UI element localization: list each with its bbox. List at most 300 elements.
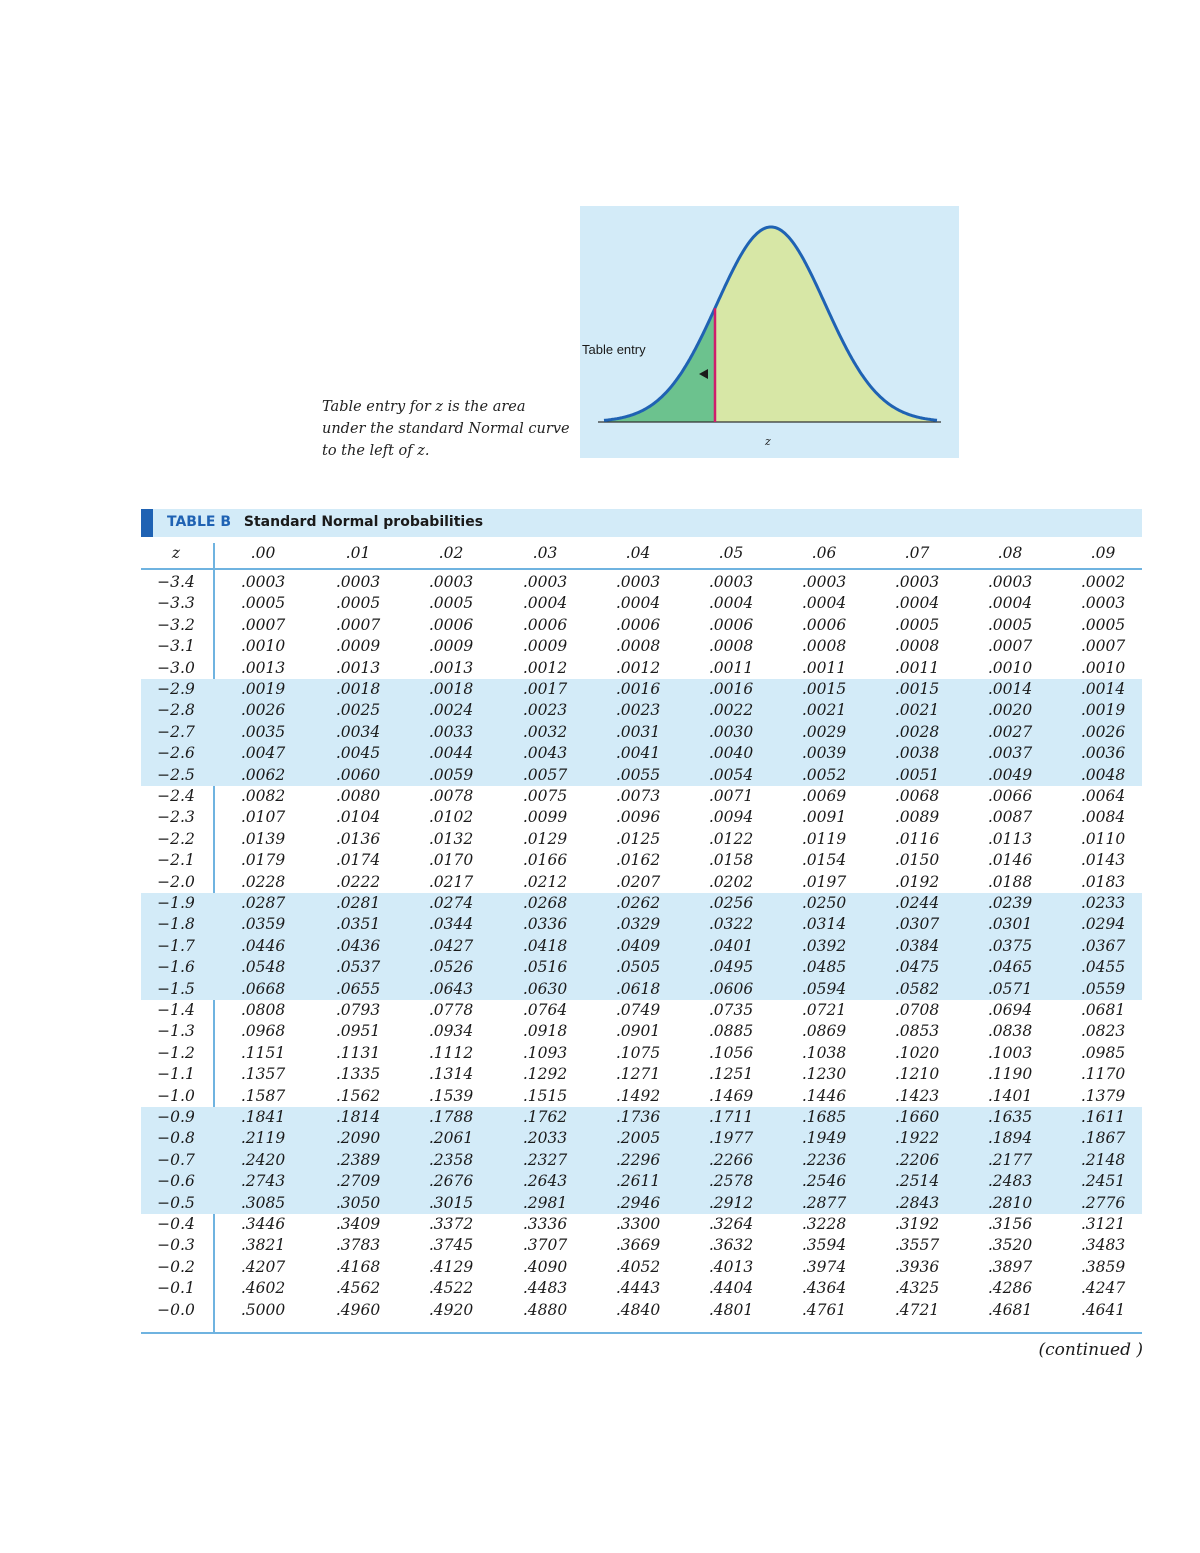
probability-cell: .0158 [708, 851, 754, 870]
probability-cell: .1020 [894, 1043, 940, 1062]
table-row [141, 957, 1142, 978]
probability-cell: .3300 [615, 1215, 661, 1233]
probability-cell: .2119 [240, 1129, 286, 1148]
probability-cell: .1423 [894, 1086, 940, 1105]
probability-cell: .2483 [987, 1172, 1033, 1191]
right-area [715, 227, 937, 422]
probability-cell: .0188 [987, 872, 1033, 891]
table-entry-label: Table entry [582, 342, 646, 357]
probability-cell: .2005 [615, 1129, 661, 1148]
probability-cell: .0003 [615, 573, 661, 591]
probability-cell: .1867 [1080, 1129, 1126, 1148]
probability-cell: .0091 [801, 808, 847, 827]
probability-cell: .3821 [240, 1236, 286, 1255]
probability-cell: .0040 [708, 744, 754, 763]
probability-cell: .0217 [428, 872, 474, 891]
probability-cell: .4168 [335, 1257, 381, 1276]
probability-cell: .0823 [1080, 1022, 1126, 1041]
probability-cell: .0023 [615, 701, 661, 720]
probability-cell: .1977 [708, 1129, 754, 1148]
z-axis-label: z [765, 435, 771, 448]
probability-cell: .0793 [335, 1001, 381, 1019]
standard-normal-table [141, 509, 1142, 1321]
probability-cell: .4483 [522, 1279, 568, 1298]
probability-cell: .0281 [335, 894, 381, 912]
probability-cell: .1949 [801, 1129, 847, 1148]
probability-cell: .3594 [801, 1236, 847, 1255]
probability-cell: .3520 [987, 1236, 1033, 1255]
table-header-row [141, 539, 1142, 569]
probability-cell: .0322 [708, 915, 754, 934]
probability-cell: .2236 [801, 1150, 847, 1169]
table-row [141, 1171, 1142, 1192]
probability-cell: .0143 [1080, 851, 1126, 870]
table-title [167, 514, 483, 530]
probability-cell: .1469 [708, 1086, 754, 1105]
column-header: .05 [718, 544, 744, 562]
z-value: −1.1 [157, 1065, 195, 1084]
probability-cell: .0122 [708, 829, 754, 848]
probability-cell: .0089 [894, 808, 940, 827]
column-header: .08 [997, 544, 1023, 562]
probability-cell: .0007 [987, 637, 1033, 656]
probability-cell: .0735 [708, 1001, 754, 1019]
probability-cell: .4562 [335, 1279, 381, 1298]
probability-cell: .3372 [428, 1215, 474, 1233]
table-row [141, 700, 1142, 721]
figure-caption: Table entry for z is the area under the standard Normal curve to the left of z. [322, 399, 570, 459]
probability-cell: .0007 [1080, 637, 1126, 656]
probability-cell: .0104 [335, 808, 381, 827]
probability-cell: .0010 [987, 658, 1033, 677]
normal-curve-figure [580, 206, 959, 458]
table-row [141, 636, 1142, 657]
table-title-bar [141, 509, 1142, 537]
probability-cell: .1587 [240, 1086, 286, 1105]
probability-cell: .0274 [428, 894, 474, 912]
table-bottom-rule [141, 1332, 1142, 1334]
probability-cell: .1038 [801, 1043, 847, 1062]
probability-cell: .1841 [240, 1108, 286, 1126]
table-row [141, 1278, 1142, 1299]
probability-cell: .0011 [708, 658, 754, 677]
row-group [141, 1107, 1142, 1214]
probability-cell: .0087 [987, 808, 1033, 827]
probability-cell: .0043 [522, 744, 568, 763]
probability-cell: .0256 [708, 894, 754, 912]
table-row [141, 1214, 1142, 1235]
probability-cell: .0537 [335, 958, 381, 977]
probability-cell: .0207 [615, 872, 661, 891]
probability-cell: .0005 [335, 594, 381, 613]
probability-cell: .1210 [894, 1065, 940, 1084]
probability-cell: .0119 [801, 829, 847, 848]
probability-cell: .0202 [708, 872, 754, 891]
probability-cell: .1401 [987, 1086, 1033, 1105]
z-value: −0.8 [157, 1129, 195, 1148]
probability-cell: .0028 [894, 722, 940, 741]
probability-cell: .0014 [987, 680, 1033, 698]
table-row [141, 914, 1142, 935]
probability-cell: .0618 [615, 979, 661, 998]
probability-cell: .0107 [240, 808, 286, 827]
probability-cell: .1660 [894, 1108, 940, 1126]
probability-cell: .0014 [1080, 680, 1126, 698]
column-header: .02 [438, 544, 464, 562]
probability-cell: .2177 [987, 1150, 1033, 1169]
probability-cell: .0571 [987, 979, 1033, 998]
probability-cell: .0643 [428, 979, 474, 998]
probability-cell: .0006 [801, 615, 847, 634]
probability-cell: .0010 [240, 637, 286, 656]
probability-cell: .0051 [894, 765, 940, 784]
probability-cell: .4090 [522, 1257, 568, 1276]
table-body [141, 572, 1142, 1321]
probability-cell: .0034 [335, 722, 381, 741]
probability-cell: .2776 [1080, 1193, 1126, 1212]
probability-cell: .1093 [522, 1043, 568, 1062]
header-rule [141, 568, 1142, 570]
probability-cell: .0150 [894, 851, 940, 870]
probability-cell: .1515 [522, 1086, 568, 1105]
probability-cell: .3121 [1080, 1215, 1126, 1233]
column-header: .09 [1090, 544, 1116, 562]
probability-cell: .0409 [615, 936, 661, 955]
probability-cell: .3156 [987, 1215, 1033, 1233]
probability-cell: .0446 [240, 936, 286, 955]
probability-cell: .2420 [240, 1150, 286, 1169]
probability-cell: .0012 [615, 658, 661, 677]
probability-cell: .0262 [615, 894, 661, 912]
table-row [141, 743, 1142, 764]
z-value: −0.1 [157, 1279, 195, 1298]
z-value: −0.9 [157, 1108, 195, 1126]
table-row [141, 1128, 1142, 1149]
probability-cell: .0073 [615, 787, 661, 805]
table-row [141, 572, 1142, 593]
probability-cell: .0037 [987, 744, 1033, 763]
probability-cell: .0129 [522, 829, 568, 848]
probability-cell: .0375 [987, 936, 1033, 955]
probability-cell: .0170 [428, 851, 474, 870]
probability-cell: .1814 [335, 1108, 381, 1126]
probability-cell: .0006 [428, 615, 474, 634]
z-value: −1.4 [157, 1001, 195, 1019]
probability-cell: .0606 [708, 979, 754, 998]
probability-cell: .0041 [615, 744, 661, 763]
probability-cell: .4761 [801, 1300, 847, 1319]
probability-cell: .0054 [708, 765, 754, 784]
table-row [141, 1064, 1142, 1085]
probability-cell: .1056 [708, 1043, 754, 1062]
probability-cell: .4840 [615, 1300, 661, 1319]
probability-cell: .2877 [801, 1193, 847, 1212]
probability-cell: .0526 [428, 958, 474, 977]
probability-cell: .0026 [1080, 722, 1126, 741]
probability-cell: .0018 [335, 680, 381, 698]
z-value: −0.4 [157, 1215, 195, 1233]
probability-cell: .0082 [240, 787, 286, 805]
probability-cell: .0116 [894, 829, 940, 848]
probability-cell: .0069 [801, 787, 847, 805]
probability-cell: .0250 [801, 894, 847, 912]
probability-cell: .0630 [522, 979, 568, 998]
probability-cell: .1492 [615, 1086, 661, 1105]
probability-cell: .0003 [708, 573, 754, 591]
probability-cell: .3336 [522, 1215, 568, 1233]
probability-cell: .0294 [1080, 915, 1126, 934]
probability-cell: .0015 [801, 680, 847, 698]
z-column-header: z [171, 544, 181, 562]
probability-cell: .0049 [987, 765, 1033, 784]
probability-cell: .4960 [335, 1300, 381, 1319]
probability-cell: .0885 [708, 1022, 754, 1041]
probability-cell: .0096 [615, 808, 661, 827]
probability-cell: .0808 [240, 1001, 286, 1019]
probability-cell: .0004 [987, 594, 1033, 613]
probability-cell: .0154 [801, 851, 847, 870]
probability-cell: .5000 [240, 1300, 286, 1319]
probability-cell: .4602 [240, 1279, 286, 1298]
probability-cell: .3974 [801, 1257, 847, 1276]
z-value: −3.3 [157, 594, 195, 613]
probability-cell: .0344 [428, 915, 474, 934]
probability-cell: .0384 [894, 936, 940, 955]
z-value: −2.6 [157, 744, 195, 763]
probability-cell: .3409 [335, 1215, 381, 1233]
probability-cell: .1151 [240, 1043, 286, 1062]
probability-cell: .0008 [801, 637, 847, 656]
probability-cell: .0287 [240, 894, 286, 912]
probability-cell: .0005 [987, 615, 1033, 634]
z-value: −1.2 [157, 1043, 195, 1062]
probability-cell: .1190 [987, 1065, 1033, 1084]
probability-cell: .0032 [522, 722, 568, 741]
column-header: .00 [250, 544, 276, 562]
normal-curve-svg [580, 206, 959, 458]
table-row [141, 679, 1142, 700]
probability-cell: .0222 [335, 872, 381, 891]
probability-cell: .0068 [894, 787, 940, 805]
probability-cell: .0901 [615, 1022, 661, 1041]
left-tail-area [604, 308, 715, 422]
probability-cell: .2358 [428, 1150, 474, 1169]
z-value: −0.6 [157, 1172, 195, 1191]
probability-cell: .0505 [615, 958, 661, 977]
probability-cell: .0024 [428, 701, 474, 720]
table-row [141, 765, 1142, 786]
probability-cell: .1562 [335, 1086, 381, 1105]
probability-cell: .0099 [522, 808, 568, 827]
probability-cell: .1446 [801, 1086, 847, 1105]
probability-cell: .1379 [1080, 1086, 1126, 1105]
probability-cell: .2676 [428, 1172, 474, 1191]
probability-cell: .0038 [894, 744, 940, 763]
probability-cell: .2327 [522, 1150, 568, 1169]
probability-cell: .0721 [801, 1001, 847, 1019]
table-row [141, 893, 1142, 914]
probability-cell: .0012 [522, 658, 568, 677]
probability-cell: .0094 [708, 808, 754, 827]
probability-cell: .0059 [428, 765, 474, 784]
probability-cell: .4052 [615, 1257, 661, 1276]
probability-cell: .0197 [801, 872, 847, 891]
probability-cell: .2743 [240, 1172, 286, 1191]
probability-cell: .2451 [1080, 1172, 1126, 1191]
probability-cell: .0021 [894, 701, 940, 720]
probability-cell: .1230 [801, 1065, 847, 1084]
probability-cell: .0003 [987, 573, 1033, 591]
probability-cell: .0007 [335, 615, 381, 634]
probability-cell: .0392 [801, 936, 847, 955]
probability-cell: .1251 [708, 1065, 754, 1084]
probability-cell: .4443 [615, 1279, 661, 1298]
z-value: −1.7 [157, 936, 195, 955]
probability-cell: .0559 [1080, 979, 1126, 998]
row-group [141, 786, 1142, 893]
z-value: −1.3 [157, 1022, 195, 1041]
probability-cell: .0045 [335, 744, 381, 763]
probability-cell: .0934 [428, 1022, 474, 1041]
z-value: −3.0 [157, 658, 195, 677]
probability-cell: .1314 [428, 1065, 474, 1084]
probability-cell: .0004 [801, 594, 847, 613]
probability-cell: .0016 [615, 680, 661, 698]
probability-cell: .0183 [1080, 872, 1126, 891]
probability-cell: .0132 [428, 829, 474, 848]
probability-cell: .0749 [615, 1001, 661, 1019]
probability-cell: .2061 [428, 1129, 474, 1148]
probability-cell: .0314 [801, 915, 847, 934]
probability-cell: .0066 [987, 787, 1033, 805]
table-row [141, 850, 1142, 871]
probability-cell: .0174 [335, 851, 381, 870]
probability-cell: .3264 [708, 1215, 754, 1233]
probability-cell: .0018 [428, 680, 474, 698]
probability-cell: .3707 [522, 1236, 568, 1255]
table-row [141, 722, 1142, 743]
probability-cell: .0694 [987, 1001, 1033, 1019]
probability-cell: .2843 [894, 1193, 940, 1212]
probability-cell: .0003 [801, 573, 847, 591]
probability-cell: .0009 [428, 637, 474, 656]
probability-cell: .2578 [708, 1172, 754, 1191]
probability-cell: .0427 [428, 936, 474, 955]
probability-cell: .0052 [801, 765, 847, 784]
probability-cell: .4325 [894, 1279, 940, 1298]
probability-cell: .0212 [522, 872, 568, 891]
table-row [141, 979, 1142, 1000]
probability-cell: .0136 [335, 829, 381, 848]
probability-cell: .0025 [335, 701, 381, 720]
probability-cell: .0003 [894, 573, 940, 591]
probability-cell: .0008 [708, 637, 754, 656]
probability-cell: .0071 [708, 787, 754, 805]
probability-cell: .0465 [987, 958, 1033, 977]
probability-cell: .2546 [801, 1172, 847, 1191]
probability-cell: .0016 [708, 680, 754, 698]
probability-cell: .0009 [335, 637, 381, 656]
probability-cell: .1922 [894, 1129, 940, 1148]
z-value: −2.5 [157, 765, 195, 784]
table-row [141, 1021, 1142, 1042]
probability-cell: .1736 [615, 1108, 661, 1126]
table-row [141, 1086, 1142, 1107]
title-accent-bar [141, 509, 153, 537]
probability-cell: .0033 [428, 722, 474, 741]
probability-cell: .0062 [240, 765, 286, 784]
probability-cell: .1711 [708, 1108, 754, 1126]
z-value: −3.4 [157, 573, 195, 591]
probability-cell: .1357 [240, 1065, 286, 1084]
probability-cell: .0708 [894, 1001, 940, 1019]
probability-cell: .0853 [894, 1022, 940, 1041]
z-value: −1.8 [157, 915, 195, 934]
probability-cell: .2981 [522, 1193, 568, 1212]
z-value: −2.7 [157, 722, 195, 741]
probability-cell: .4129 [428, 1257, 474, 1276]
probability-cell: .3192 [894, 1215, 940, 1233]
column-header: .03 [532, 544, 558, 562]
probability-cell: .3783 [335, 1236, 381, 1255]
probability-cell: .3085 [240, 1193, 286, 1212]
column-header: .04 [625, 544, 651, 562]
probability-cell: .0004 [522, 594, 568, 613]
table-row [141, 807, 1142, 828]
probability-cell: .0013 [240, 658, 286, 677]
probability-cell: .1894 [987, 1129, 1033, 1148]
probability-cell: .0036 [1080, 744, 1126, 763]
probability-cell: .3557 [894, 1236, 940, 1255]
probability-cell: .2946 [615, 1193, 661, 1212]
probability-cell: .4364 [801, 1279, 847, 1298]
probability-cell: .0006 [522, 615, 568, 634]
z-value: −2.0 [157, 872, 195, 891]
probability-cell: .0026 [240, 701, 286, 720]
probability-cell: .0005 [428, 594, 474, 613]
table-row [141, 1300, 1142, 1321]
probability-cell: .2148 [1080, 1150, 1126, 1169]
probability-cell: .0057 [522, 765, 568, 784]
row-group [141, 1214, 1142, 1321]
probability-cell: .0307 [894, 915, 940, 934]
row-group [141, 572, 1142, 679]
probability-cell: .1112 [428, 1043, 474, 1062]
probability-cell: .0146 [987, 851, 1033, 870]
probability-cell: .2643 [522, 1172, 568, 1191]
probability-cell: .0192 [894, 872, 940, 891]
z-value: −0.2 [157, 1257, 195, 1276]
probability-cell: .0778 [428, 1001, 474, 1019]
z-value: −2.4 [157, 787, 195, 805]
probability-cell: .0764 [522, 1001, 568, 1019]
probability-cell: .3483 [1080, 1236, 1126, 1255]
probability-cell: .0239 [987, 894, 1033, 912]
probability-cell: .1635 [987, 1108, 1033, 1126]
probability-cell: .0367 [1080, 936, 1126, 955]
probability-cell: .1271 [615, 1065, 661, 1084]
probability-cell: .0351 [335, 915, 381, 934]
table-row [141, 829, 1142, 850]
probability-cell: .0668 [240, 979, 286, 998]
probability-cell: .3228 [801, 1215, 847, 1233]
table-description: Standard Normal probabilities [243, 514, 484, 530]
probability-cell: .0055 [615, 765, 661, 784]
probability-cell: .0102 [428, 808, 474, 827]
probability-cell: .0113 [987, 829, 1033, 848]
z-value: −0.0 [157, 1300, 195, 1319]
probability-cell: .0110 [1080, 829, 1126, 848]
